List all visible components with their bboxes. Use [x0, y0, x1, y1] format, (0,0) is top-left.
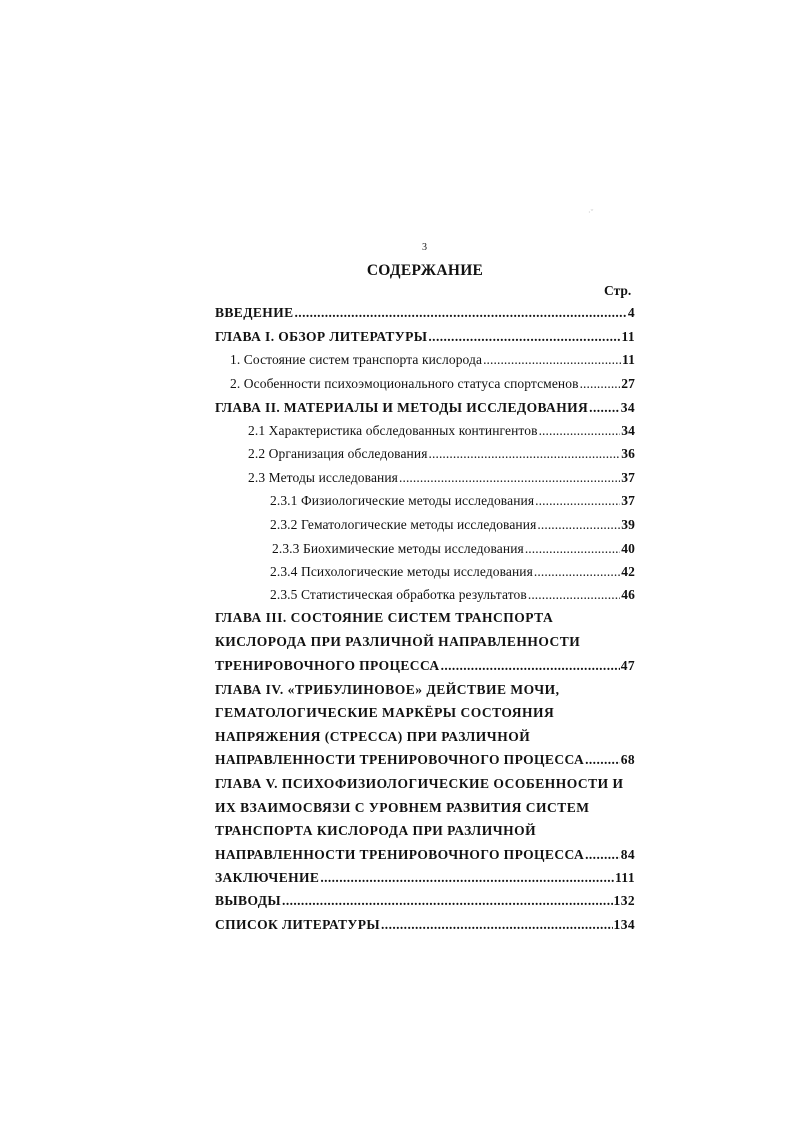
toc-entry-chapter-5[interactable]	[215, 847, 635, 863]
toc-entry-text: 1. Состояние систем транспорта кислорода	[230, 352, 483, 367]
toc-entry-section-2-3-4[interactable]	[270, 564, 635, 580]
toc-entry-page: 84	[620, 847, 635, 862]
toc-entry-section-2[interactable]	[230, 376, 635, 392]
toc-entry-page: 46	[621, 587, 635, 602]
page-column-label: Стр.	[604, 283, 632, 298]
toc-entry-page: 42	[621, 564, 635, 579]
toc-entry-text: ТРЕНИРОВОЧНОГО ПРОЦЕССА	[215, 658, 440, 673]
toc-entry-text: 2.3.1 Физиологические методы исследования	[270, 493, 535, 508]
toc-entry-text: 2.3.2 Гематологические методы исследования	[270, 517, 537, 532]
dot-leader	[585, 752, 620, 768]
toc-entry-text: НАПРАВЛЕННОСТИ ТРЕНИРОВОЧНОГО ПРОЦЕССА	[215, 752, 585, 767]
dot-leader	[483, 352, 621, 368]
dot-leader	[282, 893, 613, 909]
toc-entry-intro[interactable]	[215, 305, 635, 321]
toc-entry-chapter-2[interactable]	[215, 400, 635, 416]
toc-chapter-4-line: ГЛАВА IV. «ТРИБУЛИНОВОЕ» ДЕЙСТВИЕ МОЧИ,	[215, 682, 560, 697]
toc-chapter-4-line: НАПРЯЖЕНИЯ (СТРЕССА) ПРИ РАЗЛИЧНОЙ	[215, 729, 531, 744]
toc-entry-page: 27	[621, 376, 635, 391]
toc-entry-text: СПИСОК ЛИТЕРАТУРЫ	[215, 917, 381, 932]
toc-entry-conclusion[interactable]	[215, 870, 635, 886]
dot-leader	[428, 329, 620, 345]
toc-entry-page: 34	[620, 400, 635, 415]
page-title: СОДЕРЖАНИЕ	[366, 262, 484, 279]
toc-entry-section-2-2[interactable]	[248, 446, 635, 462]
toc-entry-section-2-3-1[interactable]	[270, 493, 635, 509]
toc-entry-section-2-3-2[interactable]	[270, 517, 635, 533]
toc-chapter-3-line: КИСЛОРОДА ПРИ РАЗЛИЧНОЙ НАПРАВЛЕННОСТИ	[215, 634, 581, 649]
toc-entry-chapter-4[interactable]	[215, 752, 635, 768]
toc-chapter-3-line: ГЛАВА III. СОСТОЯНИЕ СИСТЕМ ТРАНСПОРТА	[215, 610, 554, 625]
toc-chapter-4-line: ГЕМАТОЛОГИЧЕСКИЕ МАРКЁРЫ СОСТОЯНИЯ	[215, 705, 555, 720]
dot-leader	[525, 541, 620, 557]
dot-leader	[320, 870, 614, 886]
dot-leader	[429, 446, 621, 462]
toc-entry-text: ГЛАВА II. МАТЕРИАЛЫ И МЕТОДЫ ИССЛЕДОВАНИЯ	[215, 400, 589, 415]
scan-speck: ·ˇ	[588, 208, 594, 217]
dot-leader	[295, 305, 627, 321]
toc-entry-chapter-3[interactable]	[215, 658, 635, 674]
toc-entry-text: 2.1 Характеристика обследованных контингентов	[248, 423, 538, 438]
toc-entry-references[interactable]	[215, 917, 635, 933]
toc-chapter-5-line: ГЛАВА V. ПСИХОФИЗИОЛОГИЧЕСКИЕ ОСОБЕННОСТИ И	[215, 776, 624, 791]
toc-entry-page: 40	[621, 541, 635, 556]
toc-entry-text: 2.3.5 Статистическая обработка результатов	[270, 587, 527, 602]
dot-leader	[537, 517, 620, 533]
dot-leader	[528, 587, 620, 603]
toc-entry-section-2-3-3[interactable]	[272, 541, 635, 557]
page-number: 3	[422, 242, 427, 253]
toc-entry-text: 2.3.4 Психологические методы исследования	[270, 564, 533, 579]
toc-entry-section-2-3-5[interactable]	[270, 587, 635, 603]
toc-entry-page: 34	[621, 423, 635, 438]
toc-entry-page: 37	[621, 470, 635, 485]
toc-entry-page: 111	[615, 870, 635, 885]
dot-leader	[589, 400, 620, 416]
toc-entry-section-2-1[interactable]	[248, 423, 635, 439]
toc-entry-page: 37	[621, 493, 635, 508]
toc-entry-text: НАПРАВЛЕННОСТИ ТРЕНИРОВОЧНОГО ПРОЦЕССА	[215, 847, 585, 862]
dot-leader	[580, 376, 621, 392]
toc-chapter-5-line: ИХ ВЗАИМОСВЯЗИ С УРОВНЕМ РАЗВИТИЯ СИСТЕМ	[215, 800, 590, 815]
toc-entry-section-1[interactable]	[230, 352, 635, 368]
dot-leader	[539, 423, 621, 439]
toc-entry-text: 2.3 Методы исследования	[248, 470, 398, 485]
toc-entry-text: ВВЕДЕНИЕ	[215, 305, 294, 320]
toc-entry-page: 11	[621, 329, 635, 344]
dot-leader	[381, 917, 613, 933]
toc-entry-text: 2.3.3 Биохимические методы исследования	[272, 541, 524, 556]
toc-entry-page: 39	[621, 517, 635, 532]
toc-entry-section-2-3[interactable]	[248, 470, 635, 486]
toc-entry-chapter-1[interactable]	[215, 329, 635, 345]
toc-entry-text: ВЫВОДЫ	[215, 893, 282, 908]
toc-entry-findings[interactable]	[215, 893, 635, 909]
dot-leader	[399, 470, 620, 486]
toc-chapter-5-line: ТРАНСПОРТА КИСЛОРОДА ПРИ РАЗЛИЧНОЙ	[215, 823, 537, 838]
toc-entry-page: 11	[622, 352, 635, 367]
dot-leader	[535, 493, 620, 509]
dot-leader	[585, 847, 620, 863]
dot-leader	[441, 658, 620, 674]
toc-entry-page: 4	[627, 305, 635, 320]
toc-entry-text: 2.2 Организация обследования	[248, 446, 428, 461]
toc-entry-page: 47	[620, 658, 635, 673]
dot-leader	[534, 564, 620, 580]
toc-entry-text: 2. Особенности психоэмоционального статуса спортсменов	[230, 376, 579, 391]
toc-entry-page: 134	[613, 917, 635, 932]
toc-entry-text: ЗАКЛЮЧЕНИЕ	[215, 870, 320, 885]
toc-entry-page: 132	[613, 893, 635, 908]
toc-entry-page: 36	[621, 446, 635, 461]
toc-entry-text: ГЛАВА I. ОБЗОР ЛИТЕРАТУРЫ	[215, 329, 428, 344]
toc-entry-page: 68	[620, 752, 635, 767]
